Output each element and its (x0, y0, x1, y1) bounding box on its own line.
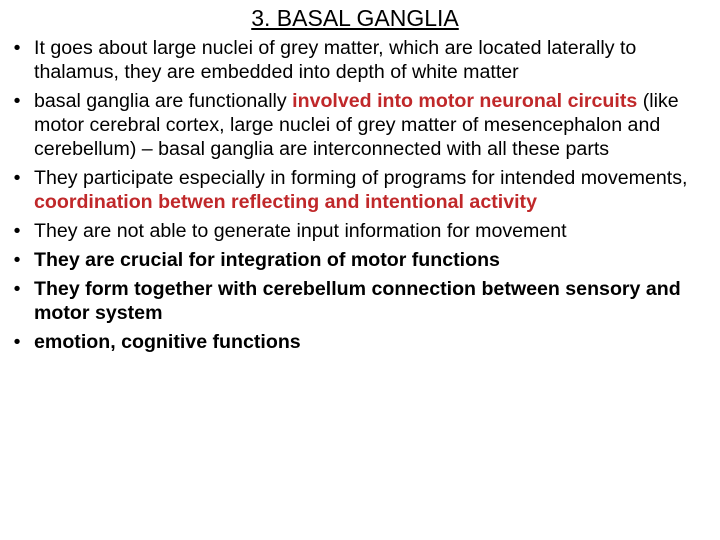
bullet-text-segment: involved into motor neuronal circuits (292, 90, 638, 112)
bullet-item (10, 248, 700, 272)
bullet-item (10, 166, 700, 214)
bullet-marker: • (13, 220, 21, 242)
bullet-item (10, 219, 700, 243)
bullet-marker: • (13, 278, 21, 300)
bullet-marker: • (13, 249, 21, 271)
bullet-item (10, 277, 700, 325)
bullet-list (10, 36, 700, 359)
bullet-text-segment: emotion, cognitive functions (34, 331, 301, 353)
bullet-text-segment: It goes about large nuclei of grey matter, which are located laterally to thalamus, they are embedded into depth of white matter (34, 37, 637, 83)
slide-title: 3. BASAL GANGLIA (251, 5, 459, 31)
bullet-marker: • (13, 167, 21, 189)
bullet-text-segment: coordination betwen reflecting and intentional activity (34, 191, 537, 213)
bullet-text-segment: (like motor cerebral cortex, large nuclei of grey matter of mesencephalon and cerebellum) – basal ganglia are interconnected with all these parts (34, 90, 679, 160)
bullet-marker: • (13, 37, 21, 59)
bullet-marker: • (13, 331, 21, 353)
bullet-marker: • (13, 90, 21, 112)
bullet-text-segment: basal ganglia are functionally (34, 90, 293, 112)
bullet-item (10, 330, 700, 354)
bullet-item (10, 89, 700, 161)
bullet-text-segment: They form together with cerebellum connection between sensory and motor system (34, 278, 681, 324)
bullet-text-segment: They participate especially in forming of programs for intended movements, (34, 167, 688, 189)
bullet-item (10, 36, 700, 84)
bullet-text-segment: They are crucial for integration of motor functions (34, 249, 500, 271)
bullet-text-segment: They are not able to generate input information for movement (34, 220, 567, 242)
